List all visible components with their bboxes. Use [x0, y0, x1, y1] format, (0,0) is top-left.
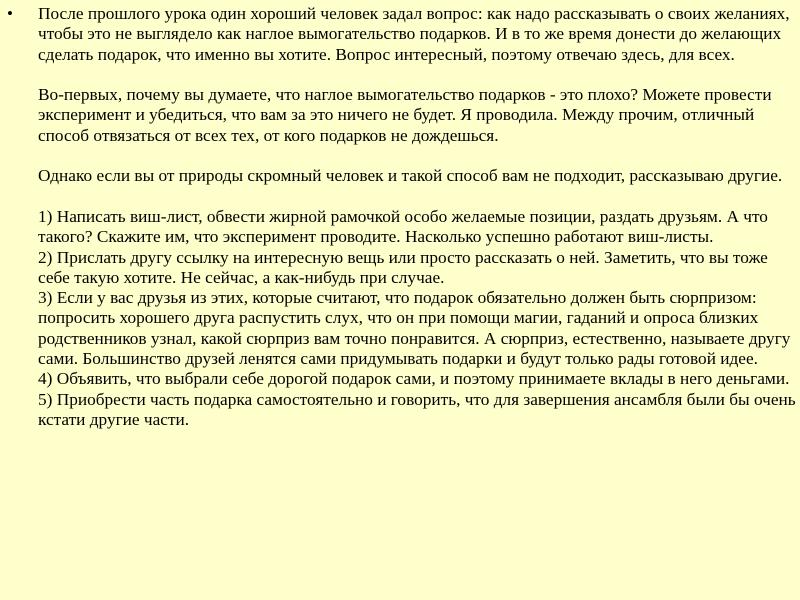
paragraph-first-point: Во-первых, почему вы думаете, что наглое вымогательство подарков - это плохо? Можете провести эксперимент и убедиться, что вам за это ничего не будет. Я проводила. Между прочим, отличный способ отвязаться от всех тех, от кого подарков не дождешься.	[38, 85, 772, 145]
list-item-4: 4) Объявить, что выбрали себе дорогой подарок сами, и поэтому принимаете вклады в него деньгами.	[38, 369, 790, 389]
list-item-2: 2) Прислать другу ссылку на интересную вещь или просто рассказать о ней. Заметить, что вы тоже себе такую хотите. Не сейчас, а как-нибудь при случае.	[38, 247, 768, 287]
bullet-icon: •	[7, 4, 13, 23]
paragraph-intro: После прошлого урока один хороший человек задал вопрос: как надо рассказывать о своих желаниях, чтобы это не выглядело как наглое вымогательство подарков. И в то же время донести до желающих сделать подарок, что именно вы хотите. Вопрос интересный, поэтому отвечаю здесь, для всех.	[38, 4, 790, 64]
list-item-5: 5) Приобрести часть подарка самостоятельно и говорить, что для завершения ансамбля были бы очень кстати другие части.	[38, 389, 796, 429]
numbered-list	[38, 207, 796, 430]
paragraph-other-ways: Однако если вы от природы скромный человек и такой способ вам не подходит, рассказываю другие.	[38, 166, 783, 186]
slide-body	[38, 4, 796, 430]
list-item-3: 3) Если у вас друзья из этих, которые считают, что подарок обязательно должен быть сюрпризом: попросить хорошего друга распустить слух, что он при помощи магии, гаданий и опроса близких родственников узнал, какой сюрприз вам точно понравится. А сюрприз, естественно, называете другу сами. Большинство друзей ленятся сами придумывать подарки и будут только рады готовой идее.	[38, 288, 791, 369]
list-item-1: 1) Написать виш-лист, обвести жирной рамочкой особо желаемые позиции, раздать друзьям. А что такого? Скажите им, что эксперимент проводите. Насколько успешно работают виш-листы.	[38, 206, 768, 247]
